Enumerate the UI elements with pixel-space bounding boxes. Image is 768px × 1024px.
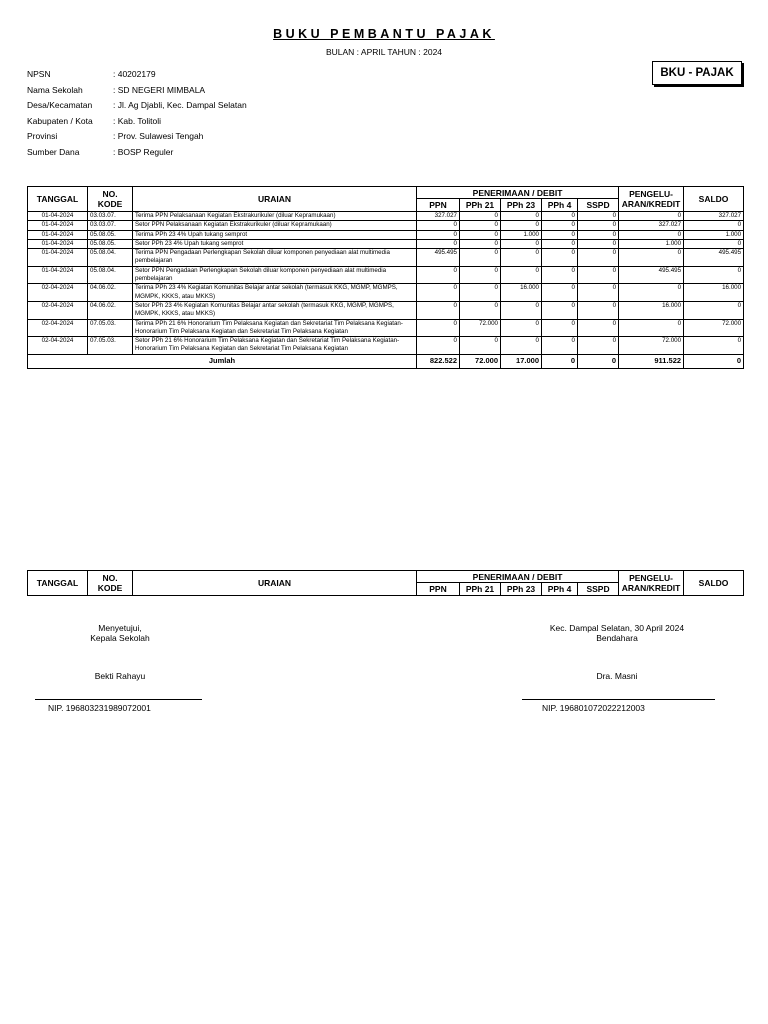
right-signer-nip: NIP. 196801072022212003: [542, 703, 645, 713]
total-sspd: 0: [578, 354, 619, 368]
cell-pph21: 0: [460, 301, 501, 319]
cell-kredit: 72.000: [619, 337, 684, 355]
cell-pph23: 0: [501, 301, 542, 319]
table-row: [28, 239, 744, 248]
cell-kredit: 495.495: [619, 266, 684, 284]
cell-uraian: Setor PPN Pelaksanaan Kegiatan Ekstrakurikuler (diluar Kepramukaan): [133, 221, 417, 230]
right-caption-2: Bendahara: [596, 633, 638, 643]
cell-pph23: 0: [501, 212, 542, 221]
header-uraian: URAIAN: [133, 187, 417, 212]
info-label: NPSN: [27, 69, 51, 79]
cell-tanggal: 01-04-2024: [28, 221, 88, 230]
cell-saldo: 327.027: [684, 212, 744, 221]
info-row: [27, 100, 247, 116]
table-row: [28, 249, 744, 267]
right-caption-1: Kec. Dampal Selatan, 30 April 2024: [549, 623, 685, 633]
info-label: Kabupaten / Kota: [27, 115, 93, 126]
cell-uraian: Terima PPh 23 4% Kegiatan Komunitas Belajar antar sekolah (termasuk KKG, MGMP, MGMPS, MGMPK, KKKS, atau MKKS): [133, 284, 417, 302]
cell-pph4: 0: [542, 337, 578, 355]
header-kode: NO. KODE: [88, 187, 133, 212]
header-sspd: SSPD: [578, 199, 619, 212]
cell-sspd: 0: [578, 249, 619, 267]
cell-pph21: 0: [460, 266, 501, 284]
document-title: BUKU PEMBANTU PAJAK: [273, 27, 495, 41]
header-pengeluaran: PENGELU-ARAN/KREDIT: [619, 571, 684, 596]
cell-uraian: Terima PPN Pengadaan Perlengkapan Sekolah diluar komponen penyediaan alat multimedia pembelajaran: [133, 249, 417, 267]
cell-pph23: 0: [501, 266, 542, 284]
cell-sspd: 0: [578, 221, 619, 230]
cell-ppn: 495.495: [417, 249, 460, 267]
total-pph21: 72.000: [460, 354, 501, 368]
info-label: Provinsi: [27, 131, 58, 141]
cell-kredit: 16.000: [619, 301, 684, 319]
cell-tanggal: 01-04-2024: [28, 230, 88, 239]
signature-right: [517, 623, 717, 643]
cell-kredit: 327.027: [619, 221, 684, 230]
cell-saldo: 0: [684, 301, 744, 319]
header-saldo: SALDO: [684, 571, 744, 596]
cell-pph4: 0: [542, 249, 578, 267]
header-pph23: PPh 23: [501, 199, 542, 212]
cell-pph21: 0: [460, 230, 501, 239]
ledger-body: [28, 212, 744, 369]
table-row: [28, 319, 744, 337]
info-label: Desa/Kecamatan: [27, 100, 93, 110]
cell-ppn: 0: [417, 337, 460, 355]
cell-pph4: 0: [542, 266, 578, 284]
tax-ledger-table: [27, 186, 744, 369]
cell-tanggal: 01-04-2024: [28, 212, 88, 221]
cell-saldo: 72.000: [684, 319, 744, 337]
info-row: [27, 116, 247, 132]
cell-uraian: Terima PPN Pelaksanaan Kegiatan Ekstrakurikuler (diluar Kepramukaan): [133, 212, 417, 221]
cell-saldo: 0: [684, 221, 744, 230]
info-label: Nama Sekolah: [27, 84, 83, 95]
cell-kode: 05.08.04.: [88, 249, 133, 267]
table-row: [28, 284, 744, 302]
header-ppn: PPN: [417, 199, 460, 212]
cell-pph23: 0: [501, 249, 542, 267]
header-tanggal: TANGGAL: [28, 571, 88, 596]
header-sspd: SSPD: [578, 583, 619, 596]
cell-sspd: 0: [578, 319, 619, 337]
cell-pph23: 0: [501, 239, 542, 248]
left-signer-name: Bekti Rahayu: [94, 671, 146, 681]
cell-pph23: 0: [501, 319, 542, 337]
cell-uraian: Setor PPh 23 4% Kegiatan Komunitas Belajar antar sekolah (termasuk KKG, MGMP, MGMPS, MGMPK, KKKS, atau MKKS): [133, 301, 417, 319]
cell-ppn: 327.027: [417, 212, 460, 221]
cell-kode: 05.08.05.: [88, 230, 133, 239]
cell-ppn: 0: [417, 230, 460, 239]
header-penerimaan: PENERIMAAN / DEBIT: [417, 571, 619, 583]
cell-tanggal: 02-04-2024: [28, 284, 88, 302]
left-caption-1: Menyetujui,: [98, 623, 142, 633]
header-pph4: PPh 4: [542, 199, 578, 212]
cell-pph23: 1.000: [501, 230, 542, 239]
cell-kode: 05.08.04.: [88, 266, 133, 284]
table-row: [28, 230, 744, 239]
header-pengeluaran: PENGELU-ARAN/KREDIT: [619, 187, 684, 212]
cell-pph21: 0: [460, 239, 501, 248]
cell-pph23: 0: [501, 337, 542, 355]
cell-pph23: 16.000: [501, 284, 542, 302]
cell-pph21: 72.000: [460, 319, 501, 337]
table-row: [28, 212, 744, 221]
header-tanggal: TANGGAL: [28, 187, 88, 212]
cell-kredit: 0: [619, 230, 684, 239]
table-row: [28, 221, 744, 230]
cell-uraian: Terima PPh 23 4% Upah tukang semprot: [133, 230, 417, 239]
total-saldo: 0: [684, 354, 744, 368]
cell-pph4: 0: [542, 230, 578, 239]
info-value: : BOSP Reguler: [113, 146, 174, 157]
cell-saldo: 16.000: [684, 284, 744, 302]
cell-sspd: 0: [578, 337, 619, 355]
right-signer-name: Dra. Masni: [596, 671, 638, 681]
cell-uraian: Setor PPN Pengadaan Perlengkapan Sekolah diluar komponen penyediaan alat multimedia pembelajaran: [133, 266, 417, 284]
cell-pph4: 0: [542, 212, 578, 221]
table-row: [28, 266, 744, 284]
cell-saldo: 1.000: [684, 230, 744, 239]
cell-kode: 04.06.02.: [88, 301, 133, 319]
table-row: [28, 301, 744, 319]
cell-tanggal: 01-04-2024: [28, 249, 88, 267]
cell-pph21: 0: [460, 212, 501, 221]
cell-kredit: 0: [619, 249, 684, 267]
total-pph4: 0: [542, 354, 578, 368]
cell-kode: 03.03.07.: [88, 212, 133, 221]
cell-pph4: 0: [542, 301, 578, 319]
cell-sspd: 0: [578, 239, 619, 248]
cell-tanggal: 01-04-2024: [28, 266, 88, 284]
cell-sspd: 0: [578, 301, 619, 319]
cell-uraian: Setor PPh 23 4% Upah tukang semprot: [133, 239, 417, 248]
cell-uraian: Setor PPh 21 6% Honorarium Tim Pelaksana Kegiatan dan Sekretariat Tim Pelaksana Kegiatan-Honorarium Tim Pelaksana Kegiatan dan Sekretariat Tim Pelaksana Kegiatan: [133, 337, 417, 355]
header-saldo: SALDO: [684, 187, 744, 212]
header-pph21: PPh 21: [460, 199, 501, 212]
totals-label: Jumlah: [28, 354, 417, 368]
document-subtitle: BULAN : APRIL TAHUN : 2024: [325, 47, 443, 57]
info-value: : 40202179: [113, 69, 156, 79]
cell-pph4: 0: [542, 284, 578, 302]
info-value: : SD NEGERI MIMBALA: [113, 84, 206, 95]
header-pph4: PPh 4: [542, 583, 578, 596]
total-kredit: 911.522: [619, 354, 684, 368]
cell-pph4: 0: [542, 319, 578, 337]
cell-tanggal: 02-04-2024: [28, 319, 88, 337]
cell-saldo: 0: [684, 337, 744, 355]
header-pph23: PPh 23: [501, 583, 542, 596]
cell-tanggal: 01-04-2024: [28, 239, 88, 248]
empty-ledger-table: [27, 570, 744, 596]
cell-kredit: 0: [619, 284, 684, 302]
right-signature-line: [522, 699, 715, 700]
cell-kredit: 0: [619, 319, 684, 337]
cell-ppn: 0: [417, 266, 460, 284]
info-row: [27, 69, 247, 85]
cell-kode: 05.08.05.: [88, 239, 133, 248]
cell-sspd: 0: [578, 212, 619, 221]
cell-ppn: 0: [417, 221, 460, 230]
cell-kredit: 0: [619, 212, 684, 221]
bku-pajak-badge: BKU - PAJAK: [652, 61, 742, 85]
cell-sspd: 0: [578, 284, 619, 302]
cell-ppn: 0: [417, 284, 460, 302]
info-label: Sumber Dana: [27, 146, 80, 157]
info-row: [27, 131, 247, 147]
info-row: [27, 147, 247, 163]
cell-pph21: 0: [460, 284, 501, 302]
header-uraian: URAIAN: [133, 571, 417, 596]
info-row: [27, 85, 247, 101]
total-ppn: 822.522: [417, 354, 460, 368]
signature-left: [60, 623, 180, 643]
info-value: : Prov. Sulawesi Tengah: [113, 131, 204, 141]
header-penerimaan: PENERIMAAN / DEBIT: [417, 187, 619, 199]
left-signature-line: [35, 699, 202, 700]
cell-sspd: 0: [578, 266, 619, 284]
cell-kode: 04.06.02.: [88, 284, 133, 302]
cell-pph23: 0: [501, 221, 542, 230]
cell-tanggal: 02-04-2024: [28, 301, 88, 319]
cell-pph21: 0: [460, 337, 501, 355]
cell-ppn: 0: [417, 239, 460, 248]
cell-pph4: 0: [542, 221, 578, 230]
info-value: : Kab. Tolitoli: [113, 115, 162, 126]
cell-sspd: 0: [578, 230, 619, 239]
total-pph23: 17.000: [501, 354, 542, 368]
table-row: [28, 337, 744, 355]
cell-pph21: 0: [460, 221, 501, 230]
cell-ppn: 0: [417, 319, 460, 337]
header-pph21: PPh 21: [460, 583, 501, 596]
header-kode: NO. KODE: [88, 571, 133, 596]
cell-saldo: 495.495: [684, 249, 744, 267]
school-info: [27, 69, 247, 162]
totals-row: [28, 354, 744, 368]
cell-saldo: 0: [684, 239, 744, 248]
cell-pph4: 0: [542, 239, 578, 248]
cell-ppn: 0: [417, 301, 460, 319]
cell-kode: 07.05.03.: [88, 337, 133, 355]
cell-kode: 07.05.03.: [88, 319, 133, 337]
cell-pph21: 0: [460, 249, 501, 267]
cell-kredit: 1.000: [619, 239, 684, 248]
cell-kode: 03.03.07.: [88, 221, 133, 230]
left-signer-nip: NIP. 196803231989072001: [48, 703, 151, 713]
cell-tanggal: 02-04-2024: [28, 337, 88, 355]
header-ppn: PPN: [417, 583, 460, 596]
cell-uraian: Terima PPh 21 6% Honorarium Tim Pelaksana Kegiatan dan Sekretariat Tim Pelaksana Kegiatan-Honorarium Tim Pelaksana Kegiatan dan Sekretariat Tim Pelaksana Kegiatan: [133, 319, 417, 337]
cell-saldo: 0: [684, 266, 744, 284]
info-value: : Jl. Ag Djabli, Kec. Dampal Selatan: [113, 100, 247, 110]
left-caption-2: Kepala Sekolah: [90, 633, 150, 643]
